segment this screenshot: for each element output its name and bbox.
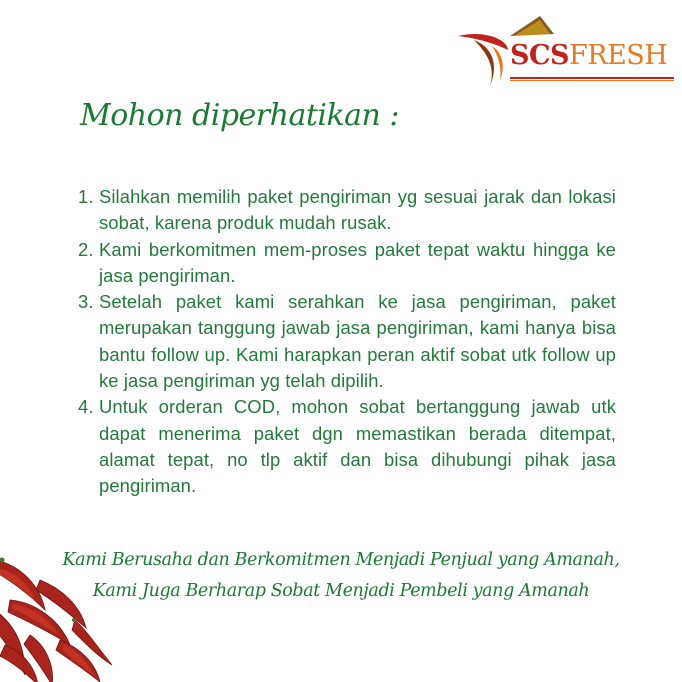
- closing-line-2: Kami Juga Berharap Sobat Menjadi Pembeli yang Amanah: [92, 581, 590, 601]
- closing-line-1: Kami Berusaha dan Berkomitmen Menjadi Penjual yang Amanah,: [62, 550, 620, 570]
- notice-list: [78, 184, 616, 500]
- list-item: [78, 289, 616, 394]
- list-item-number: 4.: [78, 396, 94, 418]
- list-item: [78, 237, 616, 290]
- list-item-text: Kami berkomitmen mem-proses paket tepat waktu hingga ke jasa pengiriman.: [99, 238, 616, 286]
- list-item-number: 3.: [78, 291, 94, 313]
- list-item-text: Setelah paket kami serahkan ke jasa pengiriman, paket merupakan tanggung jawab jasa pengiriman, kami hanya bisa bantu follow up. Kami harapkan peran aktif sobat utk follow up ke jasa pengiriman yg telah dipilih.: [99, 291, 616, 392]
- list-item-number: 2.: [78, 238, 94, 260]
- notice-heading: Mohon diperhatikan :: [80, 98, 400, 133]
- brand-underline: [510, 77, 674, 81]
- brand-logo-text: SCSFRESH: [510, 40, 668, 71]
- list-item: [78, 184, 616, 237]
- list-item: [78, 394, 616, 499]
- list-item-number: 1.: [78, 186, 94, 207]
- dried-chili-icon: [0, 540, 115, 682]
- list-item-text: Silahkan memilih paket pengiriman yg sesuai jarak dan lokasi sobat, karena produk mudah rusak.: [99, 186, 616, 234]
- list-item-text: Untuk orderan COD, mohon sobat bertanggung jawab utk dapat menerima paket dgn memastikan berada ditempat, alamat tepat, no tlp aktif dan bisa dihubungi pihak jasa pengiriman.: [99, 396, 616, 497]
